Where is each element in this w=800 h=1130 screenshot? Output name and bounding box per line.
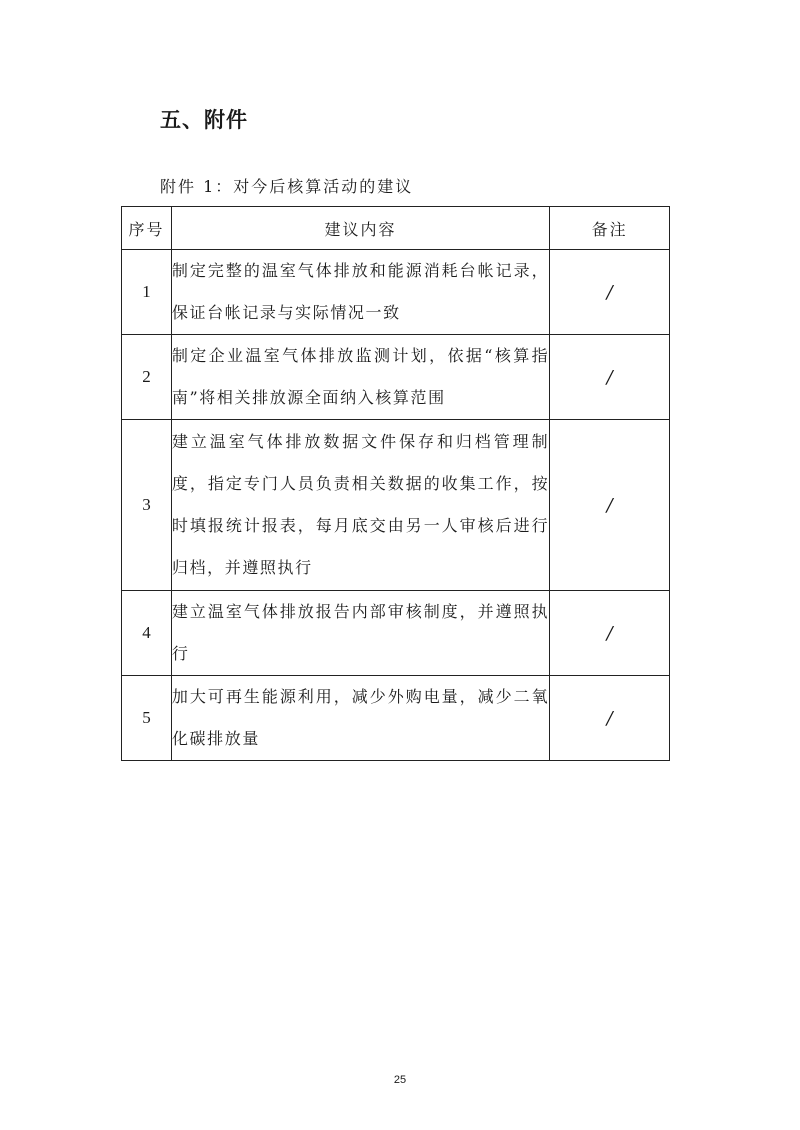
suggestions-table xyxy=(121,206,670,761)
row-remark: / xyxy=(550,250,670,335)
header-suggestion-content: 建议内容 xyxy=(171,207,549,250)
table-row xyxy=(122,591,670,676)
table-row xyxy=(122,676,670,761)
row-suggestion: 制定企业温室气体排放监测计划，依据“核算指南”将相关排放源全面纳入核算范围 xyxy=(171,335,549,420)
row-suggestion: 建立温室气体排放报告内部审核制度，并遵照执行 xyxy=(171,591,549,676)
table-header-row xyxy=(122,207,670,250)
table-row xyxy=(122,335,670,420)
row-remark: / xyxy=(550,335,670,420)
row-remark: / xyxy=(550,676,670,761)
row-suggestion: 加大可再生能源利用，减少外购电量，减少二氧化碳排放量 xyxy=(171,676,549,761)
row-remark: / xyxy=(550,591,670,676)
section-heading: 五、附件 xyxy=(160,108,248,132)
row-number: 5 xyxy=(122,676,172,761)
table-row xyxy=(122,250,670,335)
row-number: 1 xyxy=(122,250,172,335)
row-number: 2 xyxy=(122,335,172,420)
table-row xyxy=(122,420,670,591)
header-serial-number: 序号 xyxy=(122,207,172,250)
table-caption: 附件 1：对今后核算活动的建议 xyxy=(160,177,414,196)
row-suggestion: 建立温室气体排放数据文件保存和归档管理制度，指定专门人员负责相关数据的收集工作，按时填报统计报表，每月底交由另一人审核后进行归档，并遵照执行 xyxy=(171,420,549,591)
row-number: 4 xyxy=(122,591,172,676)
row-number: 3 xyxy=(122,420,172,591)
header-remark: 备注 xyxy=(550,207,670,250)
row-remark: / xyxy=(550,420,670,591)
page-number: 25 xyxy=(393,1074,407,1086)
row-suggestion: 制定完整的温室气体排放和能源消耗台帐记录，保证台帐记录与实际情况一致 xyxy=(171,250,549,335)
